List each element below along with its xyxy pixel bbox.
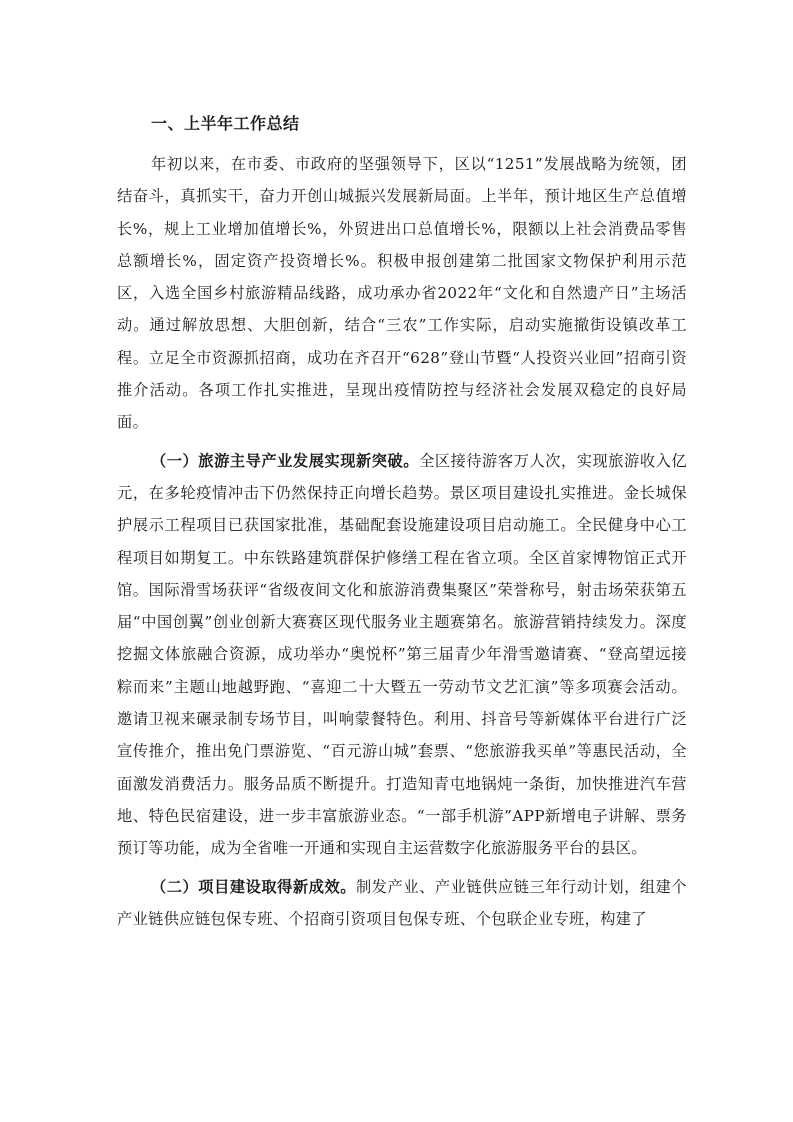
paragraph-text: 全区接待游客万人次，实现旅游收入亿元，在多轮疫情冲击下仍然保持正向增长趋势。景区项目建设扎实推进。金长城保护展示工程项目已获国家批准，基础配套设施建设项目启动施工。全民健身中心工程项目如期复工。中东铁路建筑群保护修缮工程在省立项。全区首家博物馆正式开馆。国际滑雪场获评“省级夜间文化和旅游消费集聚区”荣誉称号，射击场荣获第五届“中国创翼”创业创新大赛赛区现代服务业主题赛第名。旅游营销持续发力。深度挖掘文体旅融合资源，成功举办“奥悦杯”第三届青少年滑雪邀请赛、“登高望远接粽而来”主题山地越野跑、“喜迎二十大暨五一劳动节文艺汇演”等多项赛会活动。邀请卫视来碾录制专场节目，叫响蒙餐特色。利用、抖音号等新媒体平台进行广泛宣传推介，推出免门票游览、“百元游山城”套票、“您旅游我买单”等惠民活动，全面激发消费活力。服务品质不断提升。打造知青屯地锅炖一条街，加快推进汽车营地、特色民宿建设，进一步丰富旅游业态。“一部手机游”APP新增电子讲解、票务预订等功能，成为全省唯一开通和实现自主运营数字化旅游服务平台的县区。 [117,451,687,858]
paragraph-text: 年初以来，在市委、市政府的坚强领导下，区以“1251”发展战略为统领，团结奋斗，真抓实干，奋力开创山城振兴发展新局面。上半年，预计地区生产总值增长%，规上工业增加值增长%，外贸进出口总值增长%，限额以上社会消费品零售总额增长%，固定资产投资增长%。积极申报创建第二批国家文物保护利用示范区，入选全国乡村旅游精品线路，成功承办省2022年“文化和自然遗产日”主场活动。通过解放思想、大胆创新，结合“三农”工作实际，启动实施撤街设镇改革工程。立足全市资源抓招商，成功在齐召开“628”登山节暨“人投资兴业回”招商引资推介活动。各项工作扎实推进，呈现出疫情防控与经济社会发展双稳定的良好局面。 [117,155,687,432]
paragraph-lead: （二）项目建设取得新成效。 [151,877,357,896]
paragraph-text: 制发产业、产业链供应链三年行动计划，组建个产业链供应链包保专班、个招商引资项目包保专班、个包联企业专班，构建了 [117,877,687,928]
paragraph-lead: （一）旅游主导产业发展实现新突破。 [151,451,420,470]
section-heading: 一、上半年工作总结 [151,114,300,133]
tourism-paragraph [117,445,687,865]
projects-paragraph [117,871,687,936]
summary-paragraph [117,148,687,439]
